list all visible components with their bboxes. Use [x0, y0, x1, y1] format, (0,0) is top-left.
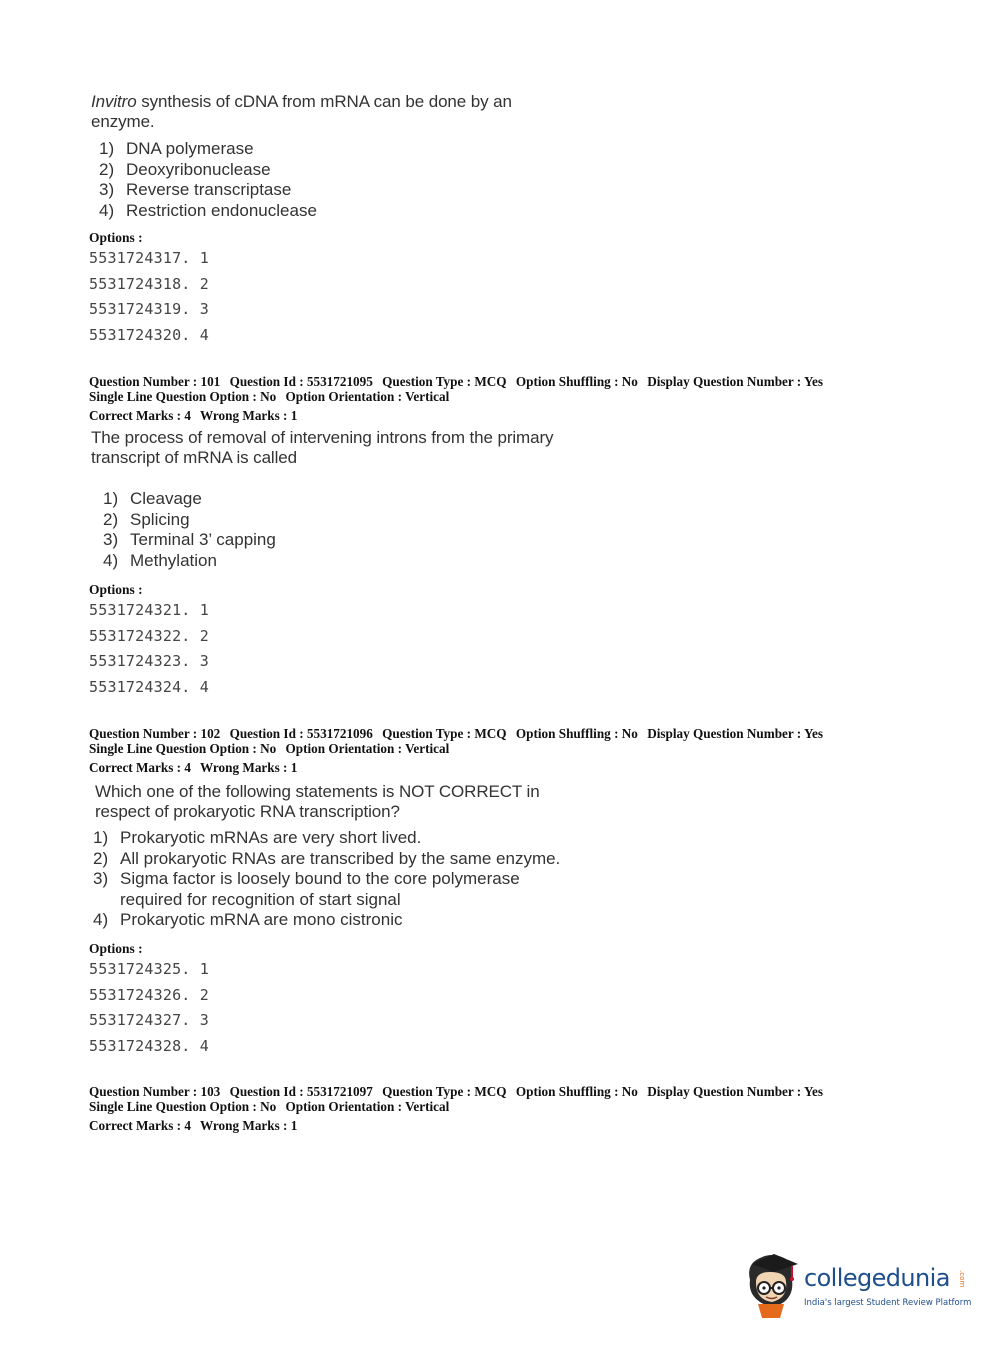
wrong-marks: Wrong Marks : 1: [199, 760, 298, 775]
choice-number: 2): [103, 509, 119, 529]
single-line-option: Single Line Question Option : No: [89, 388, 277, 404]
choice-number: 4): [93, 910, 109, 929]
question-number: Question Number : 101: [89, 374, 221, 389]
choice-text: All prokaryotic RNAs are transcribed by the same enzyme.: [120, 848, 561, 868]
question-line: transcript of mRNA is called: [91, 448, 297, 467]
choice-item: [103, 489, 276, 510]
choice-text: DNA polymerase: [126, 139, 254, 158]
choice-item: [93, 828, 560, 849]
option-id: 5531724326. 2: [89, 985, 209, 1004]
question-id: Question Id : 5531721095: [229, 374, 373, 389]
choice-text-continued: required for recognition of start signal: [120, 889, 401, 909]
logo-dotcom: .com: [958, 1270, 966, 1288]
choice-text: Methylation: [130, 550, 217, 570]
choice-list: [93, 828, 560, 931]
meta-row: [89, 375, 909, 390]
choice-text: Splicing: [130, 509, 190, 529]
option-id: 5531724328. 4: [89, 1036, 209, 1055]
question-line: respect of prokaryotic RNA transcription?: [95, 802, 400, 821]
choice-item: [93, 910, 560, 931]
display-question-number: Display Question Number : Yes: [647, 374, 824, 389]
choice-number: 3): [99, 180, 115, 199]
marks-row: [89, 761, 909, 776]
question-number: Question Number : 103: [89, 1084, 221, 1099]
choice-text: Cleavage: [130, 489, 202, 508]
question-line-text: synthesis of cDNA from mRNA can be done by an: [141, 92, 512, 111]
question-line: The process of removal of intervening introns from the primary: [91, 428, 554, 447]
meta-row: [89, 390, 909, 405]
choice-number: 2): [99, 159, 115, 179]
choice-text: Terminal 3’ capping: [130, 530, 276, 549]
option-shuffling: Option Shuffling : No: [515, 374, 638, 389]
logo-wordmark: collegedunia: [804, 1264, 950, 1292]
question-line: [91, 92, 512, 112]
question-type: Question Type : MCQ: [382, 374, 507, 389]
option-id-list: [89, 957, 209, 1059]
question-line: Which one of the following statements is NOT CORRECT in: [95, 782, 540, 801]
option-id: 5531724318. 2: [89, 274, 209, 293]
choice-item: [99, 160, 317, 181]
logo-tagline: India's largest Student Review Platform: [804, 1298, 972, 1308]
options-label: Options :: [89, 230, 143, 245]
question-id: Question Id : 5531721096: [229, 726, 373, 741]
mascot-icon: [742, 1250, 802, 1320]
choice-number: 2): [93, 848, 109, 868]
italic-term: Invitro: [91, 92, 137, 111]
meta-row: [89, 727, 909, 742]
correct-marks: Correct Marks : 4: [89, 1118, 191, 1133]
collegedunia-logo: [742, 1250, 972, 1320]
single-line-option: Single Line Question Option : No: [89, 740, 277, 756]
choice-number: 1): [93, 828, 109, 847]
choice-text: Sigma factor is loosely bound to the core polymerase: [120, 869, 520, 888]
meta-row: [89, 1085, 909, 1100]
meta-row: [89, 1100, 909, 1115]
question-text: [91, 92, 512, 132]
options-label: Options :: [89, 582, 143, 597]
display-question-number: Display Question Number : Yes: [647, 726, 824, 741]
choice-text: Restriction endonuclease: [126, 200, 317, 220]
option-id: 5531724319. 3: [89, 300, 209, 318]
question-line: enzyme.: [91, 112, 155, 131]
option-id: 5531724320. 4: [89, 325, 209, 344]
choice-item: [103, 530, 276, 551]
question-type: Question Type : MCQ: [382, 726, 507, 741]
choice-number: 4): [103, 550, 119, 570]
question-number: Question Number : 102: [89, 726, 221, 741]
question-text: [95, 782, 540, 822]
correct-marks: Correct Marks : 4: [89, 760, 191, 775]
single-line-option: Single Line Question Option : No: [89, 1098, 277, 1114]
choice-text: Prokaryotic mRNAs are very short lived.: [120, 828, 422, 847]
question-id: Question Id : 5531721097: [229, 1084, 373, 1099]
question-meta: [89, 727, 909, 776]
marks-row: [89, 409, 909, 424]
marks-row: [89, 1119, 909, 1134]
choice-text: Reverse transcriptase: [126, 180, 292, 199]
wrong-marks: Wrong Marks : 1: [199, 1118, 298, 1133]
option-id: 5531724325. 1: [89, 960, 209, 978]
choice-text: Prokaryotic mRNA are mono cistronic: [120, 910, 403, 929]
option-orientation: Option Orientation : Vertical: [285, 388, 450, 404]
option-shuffling: Option Shuffling : No: [515, 726, 638, 741]
choice-list: [99, 139, 317, 221]
option-id: 5531724327. 3: [89, 1011, 209, 1029]
choice-item: [93, 849, 560, 870]
question-type: Question Type : MCQ: [382, 1084, 507, 1099]
question-meta: [89, 1085, 909, 1134]
correct-marks: Correct Marks : 4: [89, 408, 191, 423]
option-id: 5531724317. 1: [89, 249, 209, 267]
choice-number: 3): [103, 530, 119, 549]
option-shuffling: Option Shuffling : No: [515, 1084, 638, 1099]
choice-number: 1): [103, 489, 119, 508]
question-meta: [89, 375, 909, 424]
option-id-list: [89, 598, 209, 700]
choice-number: 1): [99, 139, 115, 158]
options-label: Options :: [89, 941, 143, 956]
display-question-number: Display Question Number : Yes: [647, 1084, 824, 1099]
choice-list: [103, 489, 276, 571]
choice-text: Deoxyribonuclease: [126, 159, 271, 179]
choice-item: [103, 551, 276, 572]
choice-item: [99, 201, 317, 222]
option-id: 5531724324. 4: [89, 677, 209, 696]
choice-number: 4): [99, 200, 115, 220]
choice-item: [93, 869, 560, 910]
option-id: 5531724323. 3: [89, 652, 209, 670]
option-orientation: Option Orientation : Vertical: [285, 740, 450, 756]
option-id-list: [89, 246, 209, 348]
choice-number: 3): [93, 869, 109, 888]
option-id: 5531724321. 1: [89, 601, 209, 619]
choice-item: [99, 180, 317, 201]
option-orientation: Option Orientation : Vertical: [285, 1098, 450, 1114]
choice-item: [103, 510, 276, 531]
question-text: [91, 428, 553, 468]
meta-row: [89, 742, 909, 757]
option-id: 5531724322. 2: [89, 626, 209, 645]
choice-item: [99, 139, 317, 160]
wrong-marks: Wrong Marks : 1: [199, 408, 298, 423]
